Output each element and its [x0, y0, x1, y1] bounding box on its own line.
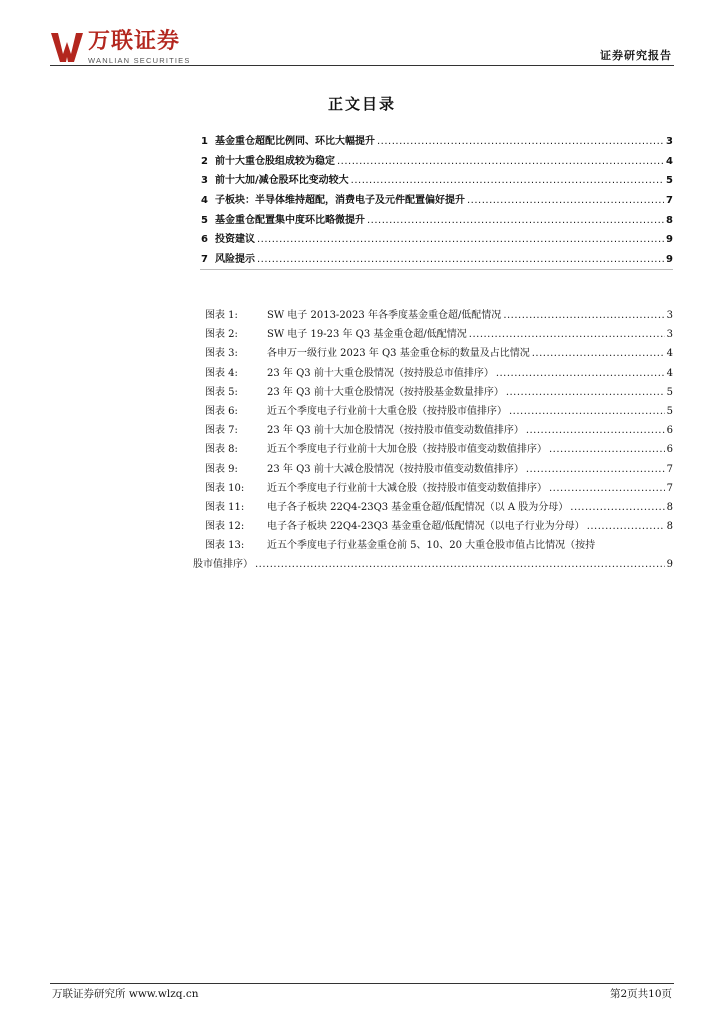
figure-entry[interactable]: [205, 440, 673, 459]
figure-page: 9: [666, 559, 673, 571]
figure-label: 图表 2:: [205, 329, 238, 341]
figure-page: 3: [666, 310, 673, 321]
brand-name-en: WANLIAN SECURITIES: [88, 56, 191, 65]
toc-text: 子板块：半导体维持超配，消费电子及元件配置偏好提升: [215, 195, 465, 207]
figure-leader: [509, 406, 665, 417]
brand-logo: [50, 30, 191, 65]
figure-label: 图表 6:: [205, 405, 238, 417]
figure-label: 图表 4:: [205, 367, 238, 379]
toc-page: 3: [666, 136, 673, 147]
figure-text: 23 年 Q3 前十大减仓股情况（按持股市值变动数值排序）: [267, 463, 524, 475]
figure-entry[interactable]: [193, 536, 673, 574]
figure-leader: [469, 329, 665, 340]
wanlian-logo-icon: [50, 30, 84, 64]
figure-leader: [570, 502, 664, 513]
figure-label: 图表 10:: [205, 482, 245, 494]
figure-page: 8: [666, 521, 673, 533]
figure-text: SW 电子 19-23 年 Q3 基金重仓超/低配情况: [267, 329, 467, 341]
toc-leader: [257, 254, 664, 265]
toc-leader: [467, 195, 664, 206]
figure-text: 23 年 Q3 前十大加仓股情况（按持股市值变动数值排序）: [267, 425, 524, 437]
toc-title: 正文目录: [327, 95, 396, 113]
toc-number: 3: [201, 175, 208, 187]
figure-entry[interactable]: [205, 364, 673, 383]
figure-leader: [549, 483, 665, 494]
figure-text: 各申万一级行业 2023 年 Q3 基金重仓标的数量及占比情况: [267, 348, 530, 360]
figure-page: 6: [666, 444, 673, 456]
figure-label: 图表 12:: [205, 521, 245, 533]
figure-page: 7: [666, 482, 673, 494]
toc-text: 基金重仓配置集中度环比略微提升: [215, 214, 365, 226]
figure-page: 5: [666, 386, 673, 398]
toc-text: 基金重仓超配比例同、环比大幅提升: [215, 136, 375, 147]
figure-label: 图表 1:: [205, 310, 238, 321]
figure-label: 图表 8:: [205, 444, 238, 456]
toc-entry[interactable]: [201, 171, 673, 191]
figure-list: [193, 306, 673, 574]
figure-leader: [587, 521, 665, 532]
figure-text: 近五个季度电子行业前十大加仓股（按持股市值变动数值排序）: [267, 444, 547, 456]
toc-text: 投资建议: [215, 234, 255, 246]
toc-entry[interactable]: [201, 191, 673, 211]
figure-entry[interactable]: [205, 479, 673, 498]
figure-text: 电子各子板块 22Q4-23Q3 基金重仓超/低配情况（以 A 股为分母）: [267, 501, 569, 513]
figure-leader: [496, 368, 665, 379]
page-number: 第2页共10页: [609, 988, 672, 1000]
figure-text: 23 年 Q3 前十大重仓股情况（按持股总市值排序）: [267, 367, 494, 379]
figure-label: 图表 13:: [205, 540, 245, 552]
figure-page: 7: [666, 463, 673, 475]
toc-entry[interactable]: [201, 152, 673, 172]
figure-page: 3: [666, 329, 673, 341]
header-divider: [50, 65, 674, 66]
figure-page: 4: [666, 348, 673, 360]
toc-entry[interactable]: [201, 132, 673, 152]
toc-page: 5: [666, 175, 673, 187]
figure-text: SW 电子 2013-2023 年各季度基金重仓超/低配情况: [267, 310, 502, 321]
figure-label: 图表 3:: [205, 348, 238, 360]
toc-number: 6: [201, 234, 208, 246]
figure-label: 图表 11:: [205, 501, 245, 513]
report-type: 证券研究报告: [600, 49, 672, 62]
figure-entry[interactable]: [205, 421, 673, 440]
figure-leader: [255, 555, 665, 574]
figure-leader: [506, 387, 665, 398]
toc-text: 风险提示: [215, 254, 255, 266]
figure-leader: [503, 310, 664, 321]
figure-page: 5: [666, 405, 673, 417]
figure-text: 近五个季度电子行业前十大减仓股（按持股市值变动数值排序）: [267, 482, 547, 494]
toc-leader: [351, 175, 664, 186]
toc-list: [201, 132, 673, 270]
figure-entry[interactable]: [205, 344, 673, 363]
toc-page: 9: [666, 234, 673, 246]
toc-page: 8: [666, 214, 673, 226]
figure-text: 电子各子板块 22Q4-23Q3 基金重仓超/低配情况（以电子行业为分母）: [267, 521, 585, 533]
footer-divider: [50, 983, 674, 984]
figure-label: 图表 5:: [205, 386, 238, 398]
figure-page: 6: [666, 425, 673, 437]
figure-leader: [526, 464, 665, 475]
toc-page: 9: [666, 254, 673, 266]
toc-number: 5: [201, 214, 208, 226]
toc-text: 前十大重仓股组成较为稳定: [215, 155, 335, 167]
figure-entry[interactable]: [205, 402, 673, 421]
figure-text: 近五个季度电子行业前十大重仓股（按持股市值排序）: [267, 405, 507, 417]
toc-number: 2: [201, 155, 208, 167]
figure-page: 4: [666, 367, 673, 379]
toc-page: 4: [666, 155, 673, 167]
footer-source: 万联证券研究所 www.wlzq.cn: [52, 988, 199, 1000]
toc-entry[interactable]: [201, 250, 673, 270]
figure-text: 23 年 Q3 前十大重仓股情况（按持股基金数量排序）: [267, 386, 504, 398]
section-divider: [200, 269, 673, 270]
figure-leader: [549, 444, 665, 455]
figure-leader: [526, 425, 665, 436]
toc-text: 前十大加/减仓股环比变动较大: [215, 175, 349, 187]
toc-leader: [377, 136, 664, 147]
toc-entry[interactable]: [201, 211, 673, 231]
toc-leader: [367, 215, 664, 226]
toc-number: 4: [201, 195, 208, 207]
figure-entry[interactable]: [205, 498, 673, 517]
figure-text: 近五个季度电子行业基金重仓前 5、10、20 大重仓股市值占比情况（按持: [267, 540, 596, 552]
figure-text-continued: 股市值排序）: [193, 559, 253, 571]
toc-leader: [337, 156, 664, 167]
figure-entry[interactable]: [205, 460, 673, 479]
figure-leader: [532, 348, 665, 359]
brand-name-cn: 万联证券: [88, 29, 181, 54]
figure-label: 图表 7:: [205, 425, 238, 437]
figure-entry[interactable]: [205, 306, 673, 325]
figure-label: 图表 9:: [205, 463, 238, 475]
toc-entry[interactable]: [201, 230, 673, 250]
toc-number: 1: [201, 136, 208, 147]
figure-entry[interactable]: [205, 517, 673, 536]
figure-entry[interactable]: [205, 383, 673, 402]
toc-page: 7: [666, 195, 673, 207]
toc-leader: [257, 234, 664, 245]
toc-number: 7: [201, 254, 208, 266]
figure-page: 8: [666, 501, 673, 513]
figure-entry[interactable]: [205, 325, 673, 344]
